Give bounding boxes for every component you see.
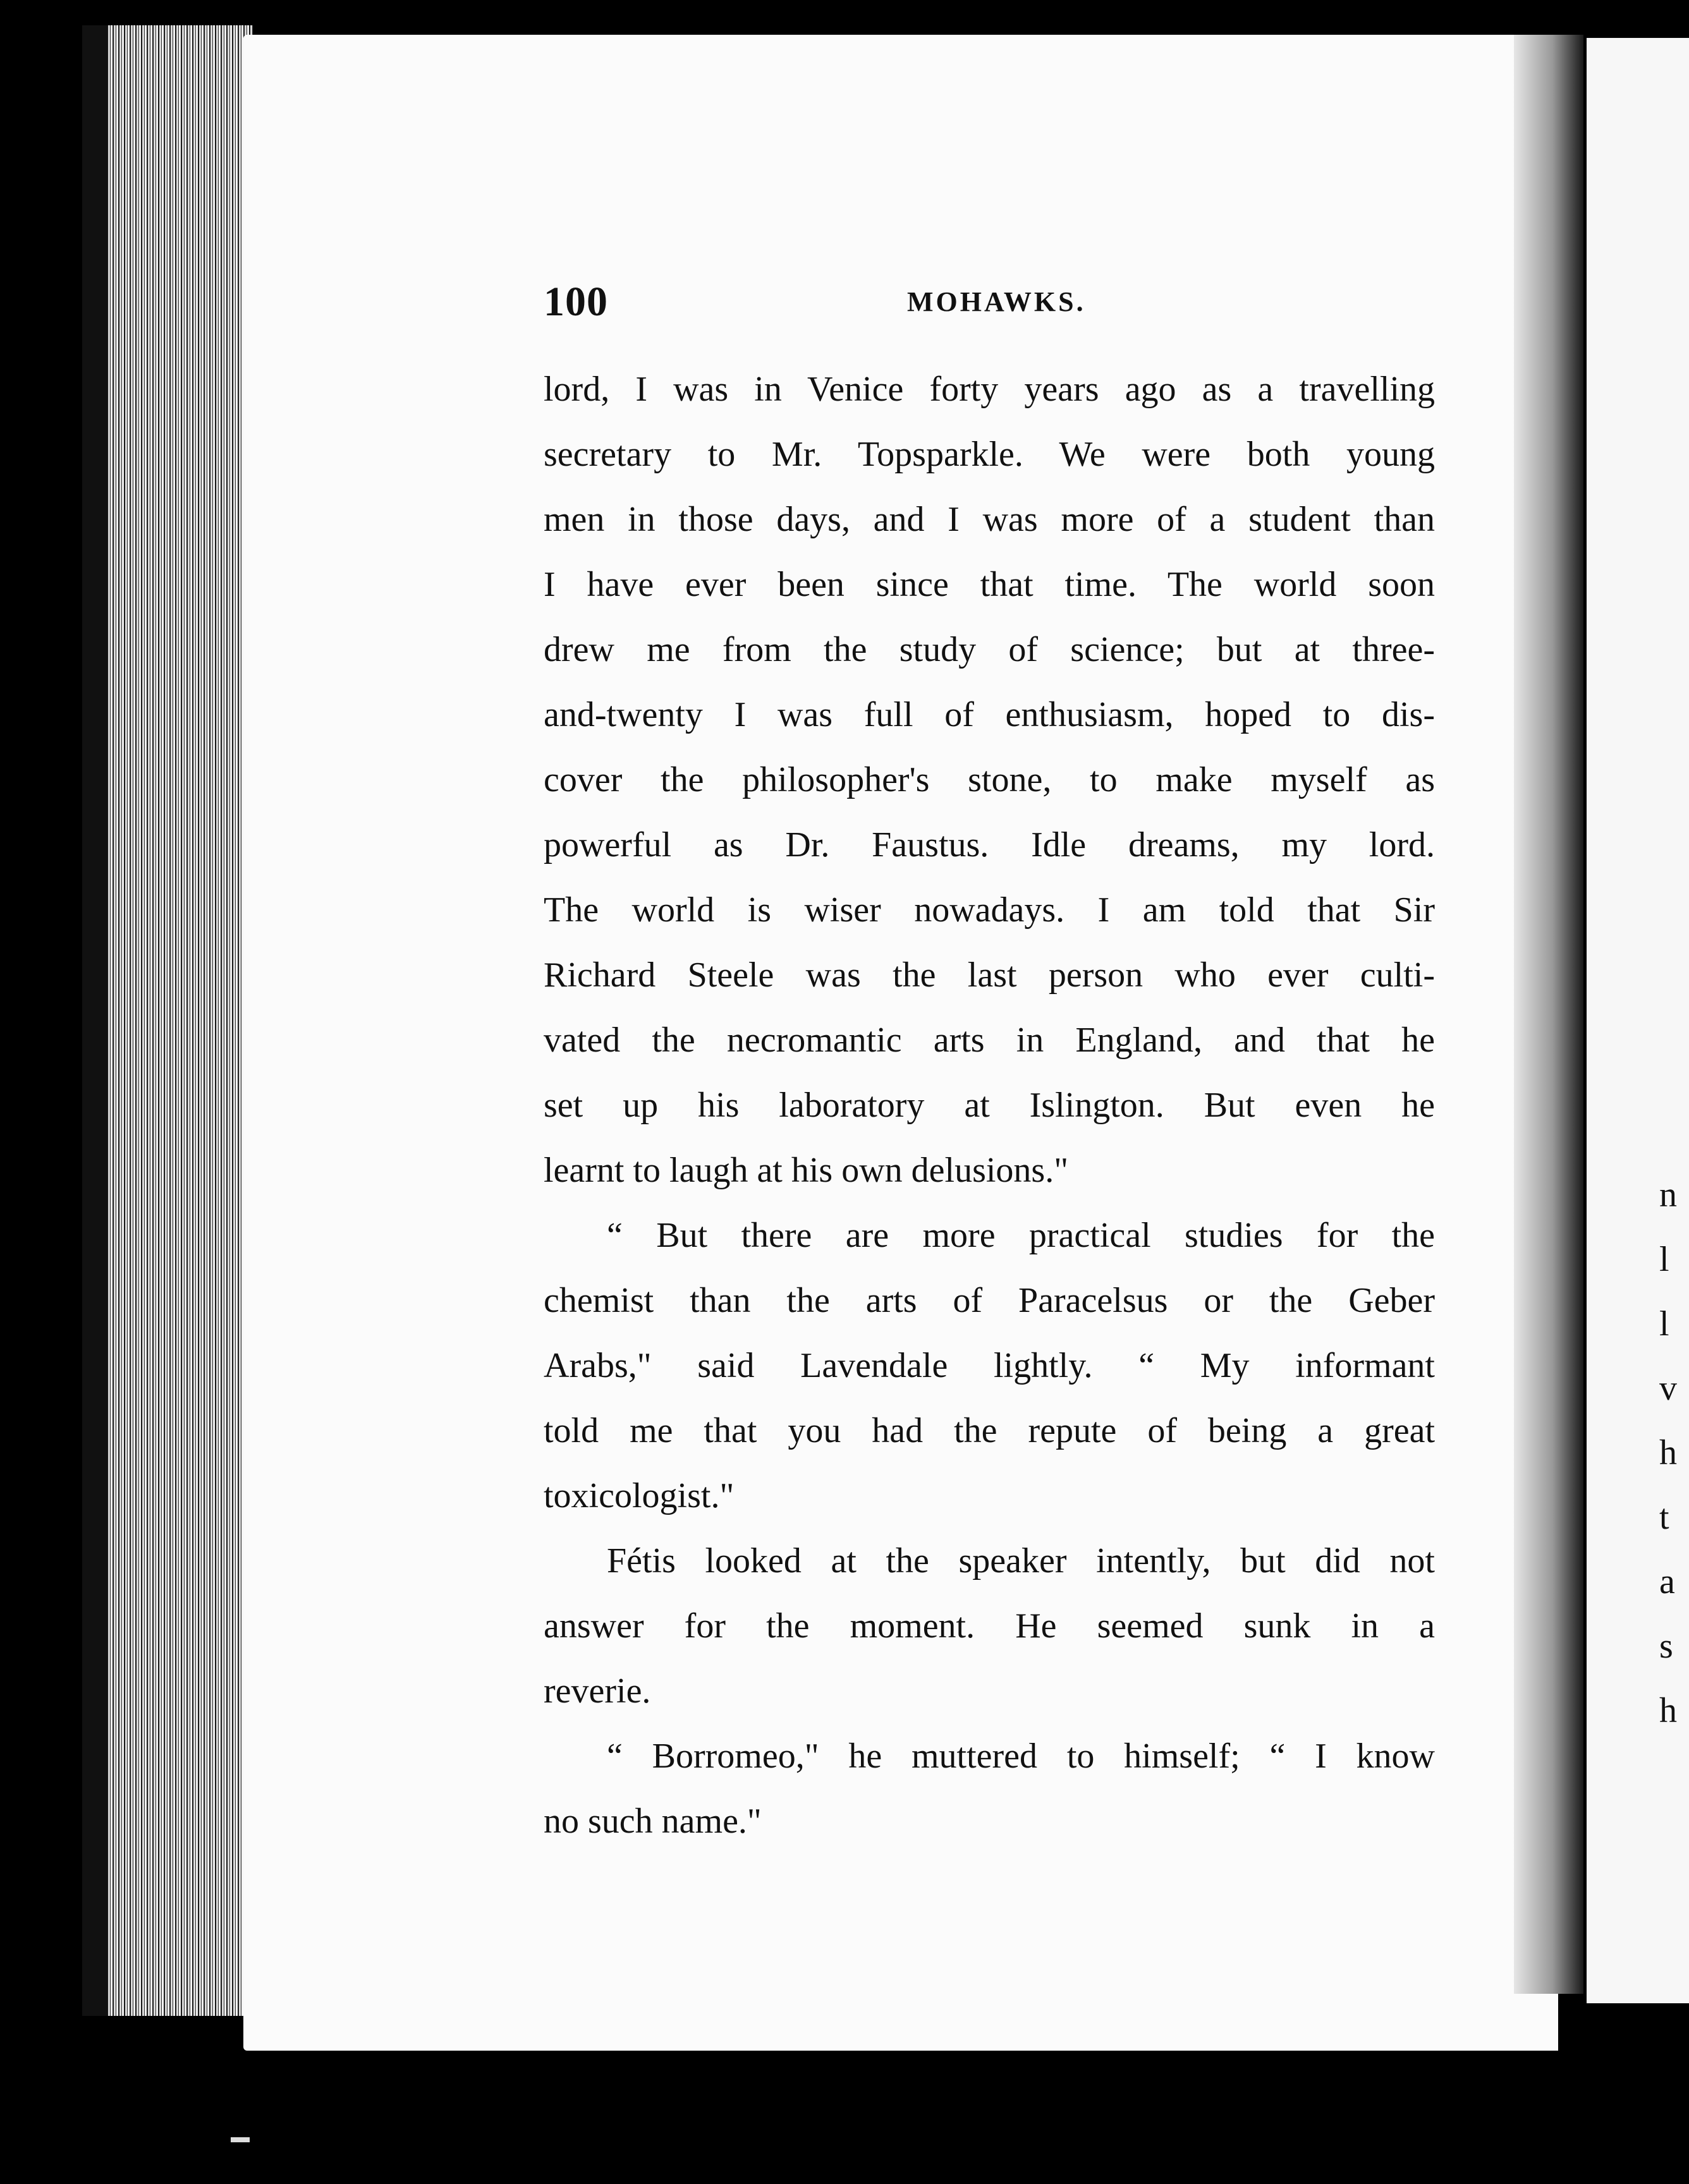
text-line: The world is wiser nowadays. I am told that Sir [544,890,1435,930]
book-spine [1514,35,1583,1994]
text-line: chemist than the arts of Paracelsus or the Geber [544,1281,1435,1320]
facing-fragment: h [1659,1433,1677,1472]
facing-fragment: h [1659,1691,1677,1730]
running-head: MOHAWKS. [907,286,1086,317]
text-line: vated the necromantic arts in England, and that he [544,1021,1435,1060]
text-line: “ Borromeo," he muttered to himself; “ I know [607,1737,1435,1776]
text-line: cover the philosopher's stone, to make myself as [544,760,1435,799]
facing-fragment: l [1659,1240,1669,1279]
text-line: answer for the moment. He seemed sunk in a [544,1606,1435,1646]
text-line: Arabs," said Lavendale lightly. “ My informant [544,1346,1435,1385]
page-header [544,278,1435,329]
text-line: secretary to Mr. Topsparkle. We were both young [544,435,1435,474]
text-line: no such name." [544,1802,762,1841]
text-line: reverie. [544,1671,651,1711]
facing-fragment: v [1659,1369,1677,1408]
text-line: Fétis looked at the speaker intently, but did not [607,1541,1435,1580]
facing-fragment: a [1659,1562,1675,1601]
text-line: men in those days, and I was more of a student than [544,500,1435,539]
text-line: powerful as Dr. Faustus. Idle dreams, my lord. [544,825,1435,864]
page-number: 100 [544,279,608,325]
text-line: told me that you had the repute of being a great [544,1411,1435,1450]
facing-fragment: n [1659,1175,1677,1215]
facing-fragment: l [1659,1304,1669,1344]
facing-fragment: t [1659,1498,1669,1537]
facing-page-fragments [1659,1163,1689,1743]
text-line: I have ever been since that time. The world soon [544,565,1435,604]
body-text [544,357,1435,1854]
facing-fragment: s [1659,1627,1673,1666]
text-line: “ But there are more practical studies for the [607,1216,1435,1255]
text-line: lord, I was in Venice forty years ago as a travelling [544,370,1435,409]
text-line: set up his laboratory at Islington. But even he [544,1086,1435,1125]
text-line: learnt to laugh at his own delusions." [544,1151,1069,1190]
page-edges-shadow [82,25,107,2016]
scan-artifact [231,2137,250,2142]
text-line: toxicologist." [544,1476,735,1515]
text-line: and-twenty I was full of enthusiasm, hoped to dis- [544,695,1435,734]
page-edges [82,25,253,2016]
text-line: drew me from the study of science; but at three- [544,630,1435,669]
text-line: Richard Steele was the last person who ever culti- [544,956,1435,995]
